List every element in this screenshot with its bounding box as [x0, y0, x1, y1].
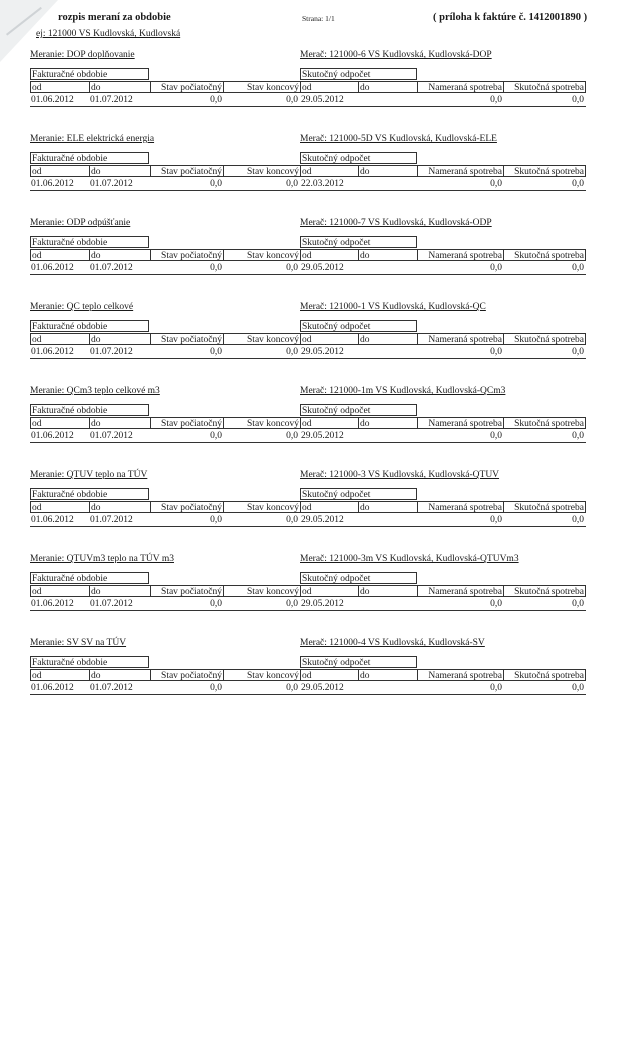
col-actual: Skutočná spotreba [503, 165, 586, 177]
col-end-state: Stav koncový [223, 333, 300, 345]
value-end-state: 0,0 [286, 515, 298, 525]
value-read-do [359, 178, 416, 190]
value-actual: 0,0 [572, 515, 584, 525]
value-row [30, 682, 586, 695]
col-measured: Nameraná spotreba [417, 249, 503, 261]
col-start-state: Stav počiatočný [150, 81, 223, 93]
actual-reading-label: Skutočný odpočet [300, 68, 417, 80]
object-line: ej: 121000 VS Kudlovská, Kudlovská [36, 29, 181, 39]
col-read-od: od [300, 417, 358, 429]
value-read-do [359, 346, 416, 358]
col-do: do [89, 165, 150, 177]
value-start-state: 0,0 [210, 599, 222, 609]
actual-reading-label: Skutočný odpočet [300, 152, 417, 164]
value-do: 01.07.2012 [90, 431, 133, 441]
col-start-state: Stav počiatočný [150, 333, 223, 345]
column-header-row [30, 333, 586, 345]
col-actual: Skutočná spotreba [503, 669, 586, 681]
measurement-title: Meranie: QCm3 teplo celkové m3 [30, 386, 160, 396]
value-od: 01.06.2012 [31, 347, 74, 357]
col-read-od: od [300, 165, 358, 177]
column-header-row [30, 501, 586, 513]
value-od: 01.06.2012 [31, 179, 74, 189]
value-read-do [359, 430, 416, 442]
col-actual: Skutočná spotreba [503, 249, 586, 261]
col-od: od [30, 585, 89, 597]
value-read-do [359, 262, 416, 274]
col-read-do: do [358, 585, 417, 597]
col-od: od [30, 81, 89, 93]
col-od: od [30, 333, 89, 345]
value-measured: 0,0 [490, 515, 502, 525]
col-end-state: Stav koncový [223, 669, 300, 681]
col-read-do: do [358, 417, 417, 429]
value-od: 01.06.2012 [31, 431, 74, 441]
value-od: 01.06.2012 [31, 263, 74, 273]
meter-label: Merač: 121000-4 VS Kudlovská, Kudlovská-SV [300, 638, 485, 648]
value-read-od: 29.05.2012 [301, 347, 344, 357]
measurement-title: Meranie: DOP doplňovanie [30, 50, 135, 60]
value-row [30, 346, 586, 359]
meter-label: Merač: 121000-3m VS Kudlovská, Kudlovská-QTUVm3 [300, 554, 519, 564]
col-read-od: od [300, 249, 358, 261]
col-actual: Skutočná spotreba [503, 585, 586, 597]
value-od: 01.06.2012 [31, 95, 74, 105]
actual-reading-label: Skutočný odpočet [300, 404, 417, 416]
value-actual: 0,0 [572, 263, 584, 273]
measurement-title: Meranie: SV SV na TÚV [30, 638, 127, 648]
billing-period-label: Fakturačné obdobie [30, 236, 149, 248]
col-do: do [89, 501, 150, 513]
col-start-state: Stav počiatočný [150, 417, 223, 429]
value-end-state: 0,0 [286, 263, 298, 273]
value-measured: 0,0 [490, 431, 502, 441]
measurement-section [30, 302, 586, 366]
measurement-section [30, 554, 586, 618]
col-measured: Nameraná spotreba [417, 585, 503, 597]
col-read-od: od [300, 501, 358, 513]
col-read-do: do [358, 333, 417, 345]
value-od: 01.06.2012 [31, 515, 74, 525]
value-read-od: 29.05.2012 [301, 95, 344, 105]
measurement-title: Meranie: ELE elektrická energia [30, 134, 155, 144]
value-read-od: 29.05.2012 [301, 431, 344, 441]
measurement-section [30, 134, 586, 198]
value-do: 01.07.2012 [90, 515, 133, 525]
value-end-state: 0,0 [286, 347, 298, 357]
value-measured: 0,0 [490, 347, 502, 357]
value-do: 01.07.2012 [90, 599, 133, 609]
value-start-state: 0,0 [210, 515, 222, 525]
value-do: 01.07.2012 [90, 179, 133, 189]
col-read-do: do [358, 165, 417, 177]
value-row [30, 598, 586, 611]
col-end-state: Stav koncový [223, 81, 300, 93]
measurement-section [30, 638, 586, 702]
column-header-row [30, 417, 586, 429]
document-title: rozpis meraní za obdobie [58, 12, 171, 23]
col-read-do: do [358, 501, 417, 513]
value-end-state: 0,0 [286, 599, 298, 609]
value-read-do [359, 94, 416, 106]
col-read-od: od [300, 585, 358, 597]
value-row [30, 178, 586, 191]
value-od: 01.06.2012 [31, 683, 74, 693]
measurement-section [30, 50, 586, 114]
value-actual: 0,0 [572, 599, 584, 609]
meter-label: Merač: 121000-5D VS Kudlovská, Kudlovská-ELE [300, 134, 497, 144]
value-actual: 0,0 [572, 347, 584, 357]
col-read-od: od [300, 81, 358, 93]
col-od: od [30, 165, 89, 177]
value-measured: 0,0 [490, 263, 502, 273]
value-measured: 0,0 [490, 683, 502, 693]
invoice-reference: ( príloha k faktúre č. 1412001890 ) [433, 12, 588, 23]
col-read-do: do [358, 669, 417, 681]
col-end-state: Stav koncový [223, 585, 300, 597]
value-read-od: 29.05.2012 [301, 263, 344, 273]
col-measured: Nameraná spotreba [417, 165, 503, 177]
col-measured: Nameraná spotreba [417, 501, 503, 513]
col-measured: Nameraná spotreba [417, 333, 503, 345]
col-start-state: Stav počiatočný [150, 501, 223, 513]
measurement-section [30, 218, 586, 282]
col-end-state: Stav koncový [223, 417, 300, 429]
value-end-state: 0,0 [286, 179, 298, 189]
billing-period-label: Fakturačné obdobie [30, 152, 149, 164]
value-row [30, 262, 586, 275]
col-actual: Skutočná spotreba [503, 81, 586, 93]
actual-reading-label: Skutočný odpočet [300, 236, 417, 248]
col-do: do [89, 585, 150, 597]
value-read-do [359, 598, 416, 610]
measurement-section [30, 386, 586, 450]
value-end-state: 0,0 [286, 95, 298, 105]
page-number: Strana: 1/1 [302, 14, 335, 23]
col-end-state: Stav koncový [223, 501, 300, 513]
col-end-state: Stav koncový [223, 165, 300, 177]
billing-period-label: Fakturačné obdobie [30, 656, 149, 668]
column-header-row [30, 165, 586, 177]
value-od: 01.06.2012 [31, 599, 74, 609]
value-read-od: 29.05.2012 [301, 515, 344, 525]
value-read-od: 29.05.2012 [301, 599, 344, 609]
value-start-state: 0,0 [210, 179, 222, 189]
col-do: do [89, 417, 150, 429]
value-measured: 0,0 [490, 95, 502, 105]
col-od: od [30, 669, 89, 681]
value-read-do [359, 514, 416, 526]
value-start-state: 0,0 [210, 431, 222, 441]
meter-label: Merač: 121000-3 VS Kudlovská, Kudlovská-QTUV [300, 470, 500, 480]
billing-period-label: Fakturačné obdobie [30, 404, 149, 416]
value-actual: 0,0 [572, 431, 584, 441]
value-end-state: 0,0 [286, 683, 298, 693]
col-start-state: Stav počiatočný [150, 585, 223, 597]
col-do: do [89, 81, 150, 93]
value-start-state: 0,0 [210, 95, 222, 105]
billing-period-label: Fakturačné obdobie [30, 488, 149, 500]
column-header-row [30, 81, 586, 93]
actual-reading-label: Skutočný odpočet [300, 488, 417, 500]
actual-reading-label: Skutočný odpočet [300, 320, 417, 332]
measurement-title: Meranie: QC teplo celkové [30, 302, 134, 312]
measurement-title: Meranie: ODP odpúšťanie [30, 218, 131, 228]
col-measured: Nameraná spotreba [417, 669, 503, 681]
col-read-od: od [300, 333, 358, 345]
col-start-state: Stav počiatočný [150, 249, 223, 261]
col-do: do [89, 249, 150, 261]
value-do: 01.07.2012 [90, 95, 133, 105]
col-read-do: do [358, 81, 417, 93]
col-measured: Nameraná spotreba [417, 417, 503, 429]
meter-label: Merač: 121000-6 VS Kudlovská, Kudlovská-DOP [300, 50, 492, 60]
value-start-state: 0,0 [210, 683, 222, 693]
col-actual: Skutočná spotreba [503, 333, 586, 345]
value-actual: 0,0 [572, 179, 584, 189]
col-start-state: Stav počiatočný [150, 669, 223, 681]
column-header-row [30, 585, 586, 597]
value-read-do [359, 682, 416, 694]
column-header-row [30, 669, 586, 681]
billing-period-label: Fakturačné obdobie [30, 320, 149, 332]
value-do: 01.07.2012 [90, 683, 133, 693]
col-do: do [89, 333, 150, 345]
col-od: od [30, 501, 89, 513]
measurement-title: Meranie: QTUVm3 teplo na TÚV m3 [30, 554, 174, 564]
column-header-row [30, 249, 586, 261]
meter-label: Merač: 121000-1m VS Kudlovská, Kudlovská-QCm3 [300, 386, 506, 396]
value-measured: 0,0 [490, 179, 502, 189]
value-read-od: 22.03.2012 [301, 179, 344, 189]
value-do: 01.07.2012 [90, 347, 133, 357]
col-od: od [30, 249, 89, 261]
col-read-do: do [358, 249, 417, 261]
billing-period-label: Fakturačné obdobie [30, 572, 149, 584]
col-end-state: Stav koncový [223, 249, 300, 261]
actual-reading-label: Skutočný odpočet [300, 572, 417, 584]
billing-period-label: Fakturačné obdobie [30, 68, 149, 80]
value-row [30, 514, 586, 527]
value-read-od: 29.05.2012 [301, 683, 344, 693]
meter-label: Merač: 121000-1 VS Kudlovská, Kudlovská-QC [300, 302, 486, 312]
value-actual: 0,0 [572, 95, 584, 105]
col-do: do [89, 669, 150, 681]
col-actual: Skutočná spotreba [503, 501, 586, 513]
meter-label: Merač: 121000-7 VS Kudlovská, Kudlovská-ODP [300, 218, 492, 228]
value-end-state: 0,0 [286, 431, 298, 441]
value-do: 01.07.2012 [90, 263, 133, 273]
value-start-state: 0,0 [210, 263, 222, 273]
value-row [30, 94, 586, 107]
col-actual: Skutočná spotreba [503, 417, 586, 429]
col-start-state: Stav počiatočný [150, 165, 223, 177]
value-row [30, 430, 586, 443]
measurement-title: Meranie: QTUV teplo na TÚV [30, 470, 148, 480]
actual-reading-label: Skutočný odpočet [300, 656, 417, 668]
measurement-section [30, 470, 586, 534]
value-actual: 0,0 [572, 683, 584, 693]
col-measured: Nameraná spotreba [417, 81, 503, 93]
col-od: od [30, 417, 89, 429]
col-read-od: od [300, 669, 358, 681]
value-start-state: 0,0 [210, 347, 222, 357]
value-measured: 0,0 [490, 599, 502, 609]
